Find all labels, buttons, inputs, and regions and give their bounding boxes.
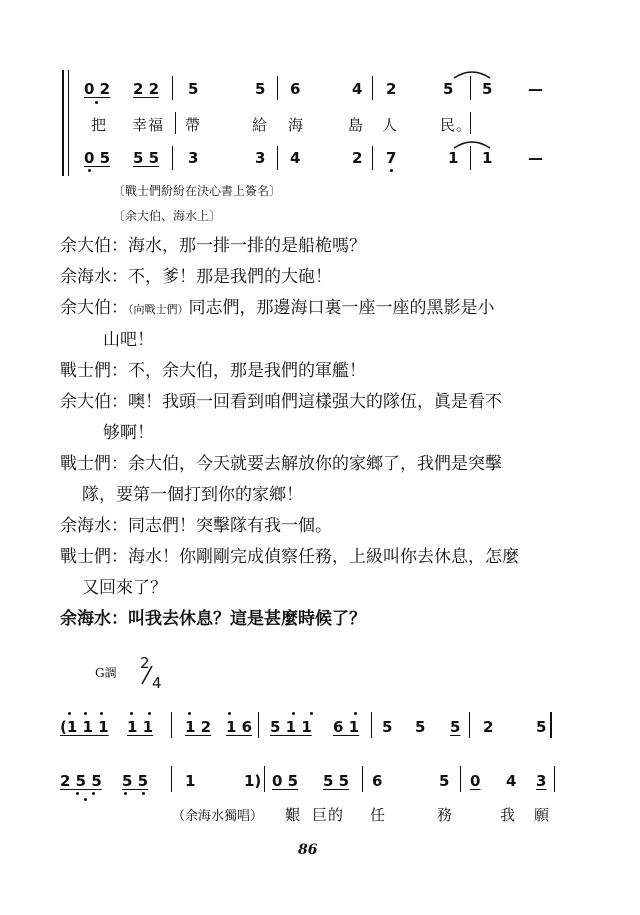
dialogue-continuation bbox=[60, 418, 580, 449]
octave-dot bbox=[130, 712, 133, 715]
note: 5 bbox=[450, 718, 461, 736]
barline bbox=[362, 766, 363, 792]
note: 5 bbox=[255, 80, 266, 98]
speaker: 余海水： bbox=[60, 516, 128, 536]
barline bbox=[371, 712, 372, 738]
tie-arc bbox=[452, 136, 492, 150]
barline bbox=[460, 766, 461, 792]
line-text: 海水！你剛剛完成偵察任務，上級叫你去休息，怎麼 bbox=[128, 547, 519, 567]
direction: （向戰士們） bbox=[128, 303, 189, 316]
stage-direction: 〔戰士們紛紛在決心書上簽名〕 bbox=[113, 184, 282, 198]
octave-dot bbox=[88, 169, 91, 172]
speaker: 戰士們： bbox=[60, 547, 128, 567]
note: 5 bbox=[439, 772, 450, 790]
barline bbox=[277, 76, 278, 100]
barline bbox=[175, 112, 176, 134]
note: 1) bbox=[244, 772, 262, 790]
note: 5 bbox=[536, 718, 547, 736]
barline bbox=[372, 146, 373, 170]
note: 2 5 5 bbox=[60, 772, 102, 790]
octave-dot bbox=[390, 169, 393, 172]
line-text: 不，爹！那是我們的大砲！ bbox=[128, 267, 332, 287]
line-text: 余大伯，今天就要去解放你的家鄉了，我們是突擊 bbox=[128, 454, 502, 474]
tie-arc bbox=[452, 66, 492, 80]
octave-dot bbox=[100, 712, 103, 715]
note: 2 bbox=[352, 149, 363, 167]
note: 5 5 bbox=[323, 772, 350, 790]
barline bbox=[258, 712, 259, 738]
note: 1 bbox=[448, 149, 459, 167]
system-bracket-inner bbox=[68, 70, 69, 176]
lyric: 巨的 bbox=[312, 806, 345, 824]
line-text: 够啊！ bbox=[103, 423, 154, 443]
note: 2 bbox=[386, 80, 397, 98]
octave-dot bbox=[354, 712, 357, 715]
barline bbox=[550, 712, 552, 738]
note: 5 bbox=[188, 80, 199, 98]
time-signature-numerator: 2 bbox=[140, 654, 150, 672]
note: 2 bbox=[483, 718, 494, 736]
note: 1 2 bbox=[185, 718, 212, 736]
speaker: 余海水： bbox=[60, 609, 128, 629]
lyric: 幸福 bbox=[132, 116, 165, 134]
octave-dot bbox=[84, 798, 87, 801]
barline bbox=[372, 76, 373, 100]
dialogue-line bbox=[60, 604, 580, 635]
note: 0 2 bbox=[84, 80, 111, 98]
barline bbox=[171, 766, 172, 792]
dialogue-block bbox=[60, 231, 580, 635]
note: 1 bbox=[482, 149, 493, 167]
note: 6 bbox=[372, 772, 383, 790]
barline bbox=[264, 766, 265, 792]
dialogue-line bbox=[60, 262, 580, 293]
note: 5 5 bbox=[122, 772, 149, 790]
note: 5 bbox=[443, 80, 454, 98]
note: 0 bbox=[470, 772, 481, 790]
barline bbox=[554, 766, 555, 792]
stage-direction: 〔余大伯、海水上〕 bbox=[113, 209, 222, 223]
speaker: 余大伯： bbox=[60, 392, 128, 412]
lyric: 島 bbox=[348, 116, 365, 134]
barline bbox=[172, 76, 173, 100]
lyric: 把 bbox=[91, 116, 108, 134]
note: 5 bbox=[482, 80, 493, 98]
dialogue-line bbox=[60, 511, 580, 542]
note: 7 bbox=[386, 149, 397, 167]
note: 1 bbox=[185, 772, 196, 790]
key-label: G調 bbox=[95, 666, 117, 680]
note: 6 bbox=[290, 80, 301, 98]
lyric: 願 bbox=[534, 806, 551, 824]
note: 1 1 bbox=[127, 718, 154, 736]
system-bracket bbox=[62, 70, 64, 176]
dialogue-continuation bbox=[60, 573, 580, 604]
note: (1 1 1 bbox=[60, 718, 109, 736]
note: 4 bbox=[290, 149, 301, 167]
barline bbox=[171, 712, 172, 738]
note: 2 2 bbox=[133, 80, 160, 98]
lyric: 海 bbox=[288, 116, 305, 134]
note: 5 bbox=[382, 718, 393, 736]
dialogue-continuation bbox=[60, 480, 580, 511]
line-text: 海水，那一排一排的是船桅嗎？ bbox=[128, 236, 366, 256]
line-text: 山吧！ bbox=[103, 330, 154, 350]
speaker: 余大伯： bbox=[60, 298, 128, 318]
octave-dot bbox=[68, 712, 71, 715]
line-text: 噢！我頭一回看到咱們這樣强大的隊伍，眞是看不 bbox=[128, 392, 502, 412]
line-text: 同志們，那邊海口裏一座一座的黑影是小 bbox=[188, 298, 495, 318]
octave-dot bbox=[124, 792, 127, 795]
octave-dot bbox=[188, 712, 191, 715]
solo-label: （余海水獨唱） bbox=[172, 809, 264, 824]
time-signature-denominator: 4 bbox=[152, 674, 162, 692]
note: 0 5 bbox=[84, 149, 111, 167]
barline bbox=[277, 146, 278, 170]
lyric: 務 bbox=[437, 806, 454, 824]
octave-dot bbox=[84, 712, 87, 715]
octave-dot bbox=[228, 712, 231, 715]
dialogue-line bbox=[60, 356, 580, 387]
line-text: 不，余大伯，那是我們的軍艦！ bbox=[128, 361, 366, 381]
line-text: 同志們！突擊隊有我一個。 bbox=[128, 516, 332, 536]
lyric: 任 bbox=[370, 806, 387, 824]
note: 5 5 bbox=[133, 149, 160, 167]
octave-dot bbox=[95, 101, 98, 104]
dialogue-line bbox=[60, 293, 580, 325]
speaker: 戰士們： bbox=[60, 454, 128, 474]
note: 3 bbox=[536, 772, 547, 790]
lyric: 人 bbox=[382, 116, 399, 134]
dialogue-line bbox=[60, 387, 580, 418]
note: 6 1 bbox=[333, 718, 360, 736]
dialogue-line bbox=[60, 449, 580, 480]
dialogue-line bbox=[60, 542, 580, 573]
note: 5 bbox=[415, 718, 426, 736]
octave-dot bbox=[310, 712, 313, 715]
note: 5 1 1 bbox=[270, 718, 312, 736]
speaker: 余海水： bbox=[60, 267, 128, 287]
octave-dot bbox=[76, 792, 79, 795]
note: 4 bbox=[506, 772, 517, 790]
barline bbox=[469, 712, 470, 738]
note: 0 5 bbox=[272, 772, 299, 790]
note: — bbox=[528, 149, 543, 167]
octave-dot bbox=[292, 712, 295, 715]
note: 4 bbox=[352, 80, 363, 98]
dialogue-line bbox=[60, 231, 580, 262]
note: 1 6 bbox=[226, 718, 253, 736]
dialogue-continuation bbox=[60, 325, 580, 356]
line-text: 隊，要第一個打到你的家鄉！ bbox=[82, 485, 303, 505]
lyric: 帶 bbox=[185, 116, 202, 134]
octave-dot bbox=[148, 712, 151, 715]
speaker: 余大伯： bbox=[60, 236, 128, 256]
octave-dot bbox=[92, 792, 95, 795]
line-text: 又回來了？ bbox=[82, 578, 167, 598]
lyric: 民。 bbox=[440, 116, 473, 134]
speaker: 戰士們： bbox=[60, 361, 128, 381]
lyric: 艱 bbox=[285, 806, 302, 824]
note: 3 bbox=[188, 149, 199, 167]
line-text: 叫我去休息？這是甚麼時候了？ bbox=[128, 609, 366, 629]
barline bbox=[172, 146, 173, 170]
page-number: 86 bbox=[298, 842, 318, 858]
lyric: 我 bbox=[500, 806, 517, 824]
note: — bbox=[528, 80, 543, 98]
octave-dot bbox=[142, 792, 145, 795]
note: 3 bbox=[255, 149, 266, 167]
lyric: 給 bbox=[252, 116, 269, 134]
